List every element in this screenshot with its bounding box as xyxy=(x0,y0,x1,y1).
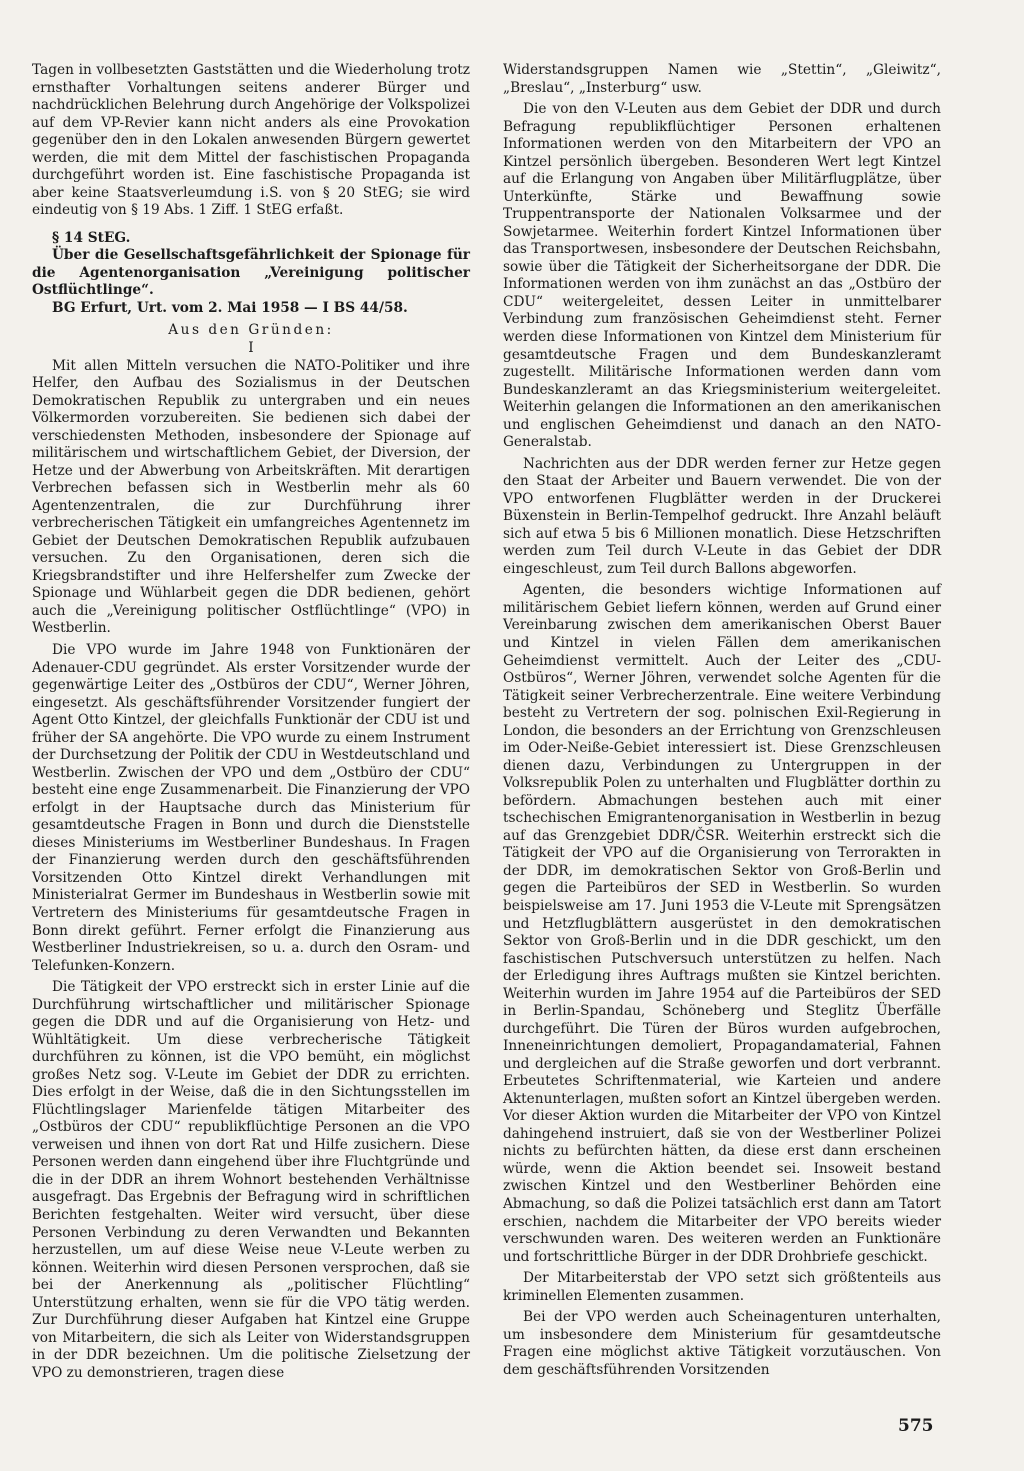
continuation-paragraph: Widerstandsgruppen Namen wie „Stettin“, „Gleiwitz“, „Breslau“, „Insterburg“ usw. xyxy=(503,62,941,96)
body-paragraph: Nachrichten aus der DDR werden ferner zur Hetze gegen den Staat der Arbeiter und Bauern verwendet. Die von der VPO entworfenen Flugblätter werden in der Druckerei Büxenstein in Berlin-Tempelhof gedruckt. Ihre Anzahl beläuft sich auf etwa 5 bis 6 Millionen monatlich. Diese Hetzschriften werden zum Teil durch V-Leute in das Gebiet der DDR eingeschleust, zum Teil durch Ballons abgeworfen. xyxy=(503,455,941,577)
reasons-heading: Aus den Gründen: xyxy=(168,322,334,339)
reasons-numeral: I xyxy=(248,339,254,356)
body-paragraph: Der Mitarbeiterstab der VPO setzt sich größtenteils aus kriminellen Elementen zusammen. xyxy=(503,1270,941,1304)
body-paragraph: Agenten, die besonders wichtige Informationen auf militärischem Gebiet liefern können, werden auf Grund einer Vereinbarung zwischen dem amerikanischen Oberst Bauer und Kintzel in vielen Fällen dem amerikanischen Geheimdienst vermittelt. Auch der Leiter des „CDU-Ostbüros“, Werner Jöhren, verwendet solche Agenten für die Tätigkeit seiner Verbrecherzentrale. Eine weitere Verbindung besteht zu Vertretern der sog. polnischen Exil-Regierung in London, die besonders an der Errichtung von Grenzschleusen im Oder-Neiße-Gebiet interessiert ist. Diese Grenzschleusen dienen dazu, Verbindungen zu Untergruppen in der Volksrepublik Polen zu unterhalten und Flugblätter dorthin zu befördern. Abmachungen bestehen auch mit einer tschechischen Emigrantenorganisation in Westberlin in bezug auf das Grenzgebiet DDR/ČSR. Weiterhin erstreckt sich die Tätigkeit der VPO auf die Organisierung von Terrorakten in der DDR, im demokratischen Sektor von Groß-Berlin und gegen die Parteibüros der SED in Westberlin. So wurden beispielsweise am 17. Juni 1953 die V-Leute mit Sprengsätzen und Hetzflugblättern ausgerüstet in den demokratischen Sektor von Groß-Berlin und in die DDR geschickt, um den faschistischen Putschversuch unterstützen zu helfen. Nach der Erledigung ihres Auftrags mußten sie Kintzel berichten. Weiterhin wurden im Jahre 1954 auf die Parteibüros der SED in Berlin-Spandau, Schöneberg und Steglitz Überfälle durchgeführt. Die Türen der Büros wurden aufgebrochen, Inneneinrichtungen demoliert, Propagandamaterial, Fahnen und dergleichen auf die Straße geworfen und dort verbrannt. Erbeutetes Schriftenmaterial, wie Karteien und andere Aktenunterlagen, mußten sofort an Kintzel übergeben werden. Vor dieser Aktion wurden die Mitarbeiter der VPO von Kintzel dahingehend instruiert, daß sie von der Westberliner Polizei nichts zu befürchten hätten, da diese erst dann erscheinen würde, wenn die Aktion beendet sei. Insoweit bestand zwischen Kintzel und den Westberliner Behörden eine Abmachung, so daß die Polizei tatsächlich erst dann am Tatort erschien, nachdem die Mitarbeiter der VPO bereits wieder verschwunden waren. Des weiteren werden an Funktionäre und fortschrittliche Bürger in der DDR Drohbriefe geschickt. xyxy=(503,582,941,1265)
page-number: 575 xyxy=(898,1416,934,1436)
court-reference: BG Erfurt, Urt. vom 2. Mai 1958 — I BS 44/58. xyxy=(52,299,408,316)
body-paragraph: Die von den V-Leuten aus dem Gebiet der DDR und durch Befragung republikflüchtiger Personen erhaltenen Informationen werden von den Mitarbeitern der VPO an Kintzel persönlich übergeben. Besonderen Wert legt Kintzel auf die Erlangung von Angaben über Militärflugplätze, über Unterkünfte, Stärke und Bewaffnung sowie Truppentransporte der Nationalen Volksarmee und der Sowjetarmee. Weiterhin fordert Kintzel Informationen über das Transportwesen, insbesondere der Deutschen Reichsbahn, sowie über die Tätigkeit der Sicherheitsorgane der DDR. Die Informationen werden von ihm zunächst an das „Ostbüro der CDU“ weitergeleitet, dessen Leiter in unmittelbarer Verbindung zum französischen Geheimdienst steht. Ferner werden diese Informationen von Kintzel dem Ministerium für gesamtdeutsche Fragen und dem Bundeskanzleramt zugestellt. Militärische Informationen werden dann vom Bundeskanzleramt an das Kriegsministerium weitergeleitet. Weiterhin gelangen die Informationen an den amerikanischen und englischen Geheimdienst und danach an den NATO-Generalstab. xyxy=(503,101,941,451)
right-column xyxy=(503,62,941,1379)
body-paragraph: Bei der VPO werden auch Scheinagenturen unterhalten, um insbesondere dem Ministerium für gesamtdeutsche Fragen eine möglichst aktive Tätigkeit vorzutäuschen. Von dem geschäftsführenden Vorsitzenden xyxy=(503,1309,941,1378)
left-column xyxy=(32,62,470,1382)
intro-paragraph: Tagen in vollbesetzten Gaststätten und die Wiederholung trotz ernsthafter Vorhaltungen seitens anderer Bürger und nachdrücklichen Belehrung durch Angehörige der Volkspolizei auf dem VP-Revier kann nicht anders als eine Provokation gegenüber den in den Lokalen anwesenden Bürgern gewertet werden, die mit dem Mittel der faschistischen Propaganda durchgeführt worden ist. Eine faschistische Propaganda ist aber keine Staatsverleumdung i.S. von § 20 StEG; sie wird eindeutig von § 19 Abs. 1 Ziff. 1 StEG erfaßt. xyxy=(32,62,470,219)
body-paragraph: Die Tätigkeit der VPO erstreckt sich in erster Linie auf die Durchführung wirtschaftlicher und militärischer Spionage gegen die DDR und auf die Organisierung von Hetz- und Wühltätigkeit. Um diese verbrecherische Tätigkeit durchführen zu können, ist die VPO bemüht, ein möglichst großes Netz sog. V-Leute im Gebiet der DDR zu errichten. Dies erfolgt in der Weise, daß die in den Sichtungsstellen im Flüchtlingslager Marienfelde tätigen Mitarbeiter des „Ostbüros der CDU“ republikflüchtige Personen an die VPO verweisen und ihnen von dort Rat und Hilfe zusichern. Diese Personen werden dann eingehend über ihre Fluchtgründe und die in der DDR an ihrem Wohnort bestehenden Verhältnisse ausgefragt. Das Ergebnis der Befragung wird in schriftlichen Berichten festgehalten. Weiter wird versucht, über diese Personen Verbindung zu deren Verwandten und Bekannten herzustellen, um auf diese Weise neue V-Leute werben zu können. Weiterhin wird diesen Personen versprochen, daß sie bei der Anerkennung als „politischer Flüchtling“ Unterstützung erhalten, wenn sie für die VPO tätig werden. Zur Durchführung dieser Aufgaben hat Kintzel eine Gruppe von Mitarbeitern, die sich als Leiter von Widerstandsgruppen in der DDR bezeichnen. Um die politische Zielsetzung der VPO zu demonstrieren, tragen diese xyxy=(32,979,470,1381)
section-heading: § 14 StEG. xyxy=(52,229,131,246)
body-paragraph: Die VPO wurde im Jahre 1948 von Funktionären der Adenauer-CDU gegründet. Als erster Vorsitzender wurde der gegenwärtige Leiter des „Ostbüros der CDU“, Werner Jöhren, eingesetzt. Als geschäftsführender Vorsitzender fungiert der Agent Otto Kintzel, der gleichfalls Funktionär der CDU ist und früher der SA angehörte. Die VPO wurde zu einem Instrument der Durchsetzung der Politik der CDU in Westdeutschland und Westberlin. Zwischen der VPO und dem „Ostbüro der CDU“ besteht eine enge Zusammenarbeit. Die Finanzierung der VPO erfolgt in der Hauptsache durch das Ministerium für gesamtdeutsche Fragen in Bonn und durch die Dienststelle dieses Ministeriums im Westberliner Bundeshaus. In Fragen der Finanzierung werden durch den geschäftsführenden Vorsitzenden Otto Kintzel direkt Verhandlungen mit Ministerialrat Germer im Bundeshaus in Westberlin sowie mit Vertretern des Ministeriums für gesamtdeutsche Fragen in Bonn direkt geführt. Ferner erfolgt die Finanzierung aus Westberliner Industriekreisen, so u. a. durch den Osram- und Telefunken-Konzern. xyxy=(32,642,470,974)
body-paragraph: Mit allen Mitteln versuchen die NATO-Politiker und ihre Helfer, den Aufbau des Sozialismus in der Deutschen Demokratischen Republik zu untergraben und ein neues Völkermorden vorzubereiten. Sie bedienen sich dabei der verschiedensten Methoden, insbesondere der Spionage auf militärischem und wirtschaftlichem Gebiet, der Diversion, der Hetze und der Abwerbung von Arbeitskräften. Mit derartigen Verbrechen befassen sich in Westberlin mehr als 60 Agentenzentralen, die zur Durchführung ihrer verbrecherischen Tätigkeit ein umfangreiches Agentennetz im Gebiet der Deutschen Demokratischen Republik aufzubauen versuchen. Zu den Organisationen, deren sich die Kriegsbrandstifter und ihre Helfershelfer zum Zwecke der Spionage und Wühlarbeit gegen die DDR bedienen, gehört auch die „Vereinigung politischer Ostflüchtlinge“ (VPO) in Westberlin. xyxy=(32,357,470,637)
section-title: Über die Gesellschaftsgefährlichkeit der Spionage für die Agentenorganisation „Vereinigung politischer Ostflüchtlinge“. xyxy=(32,247,470,299)
